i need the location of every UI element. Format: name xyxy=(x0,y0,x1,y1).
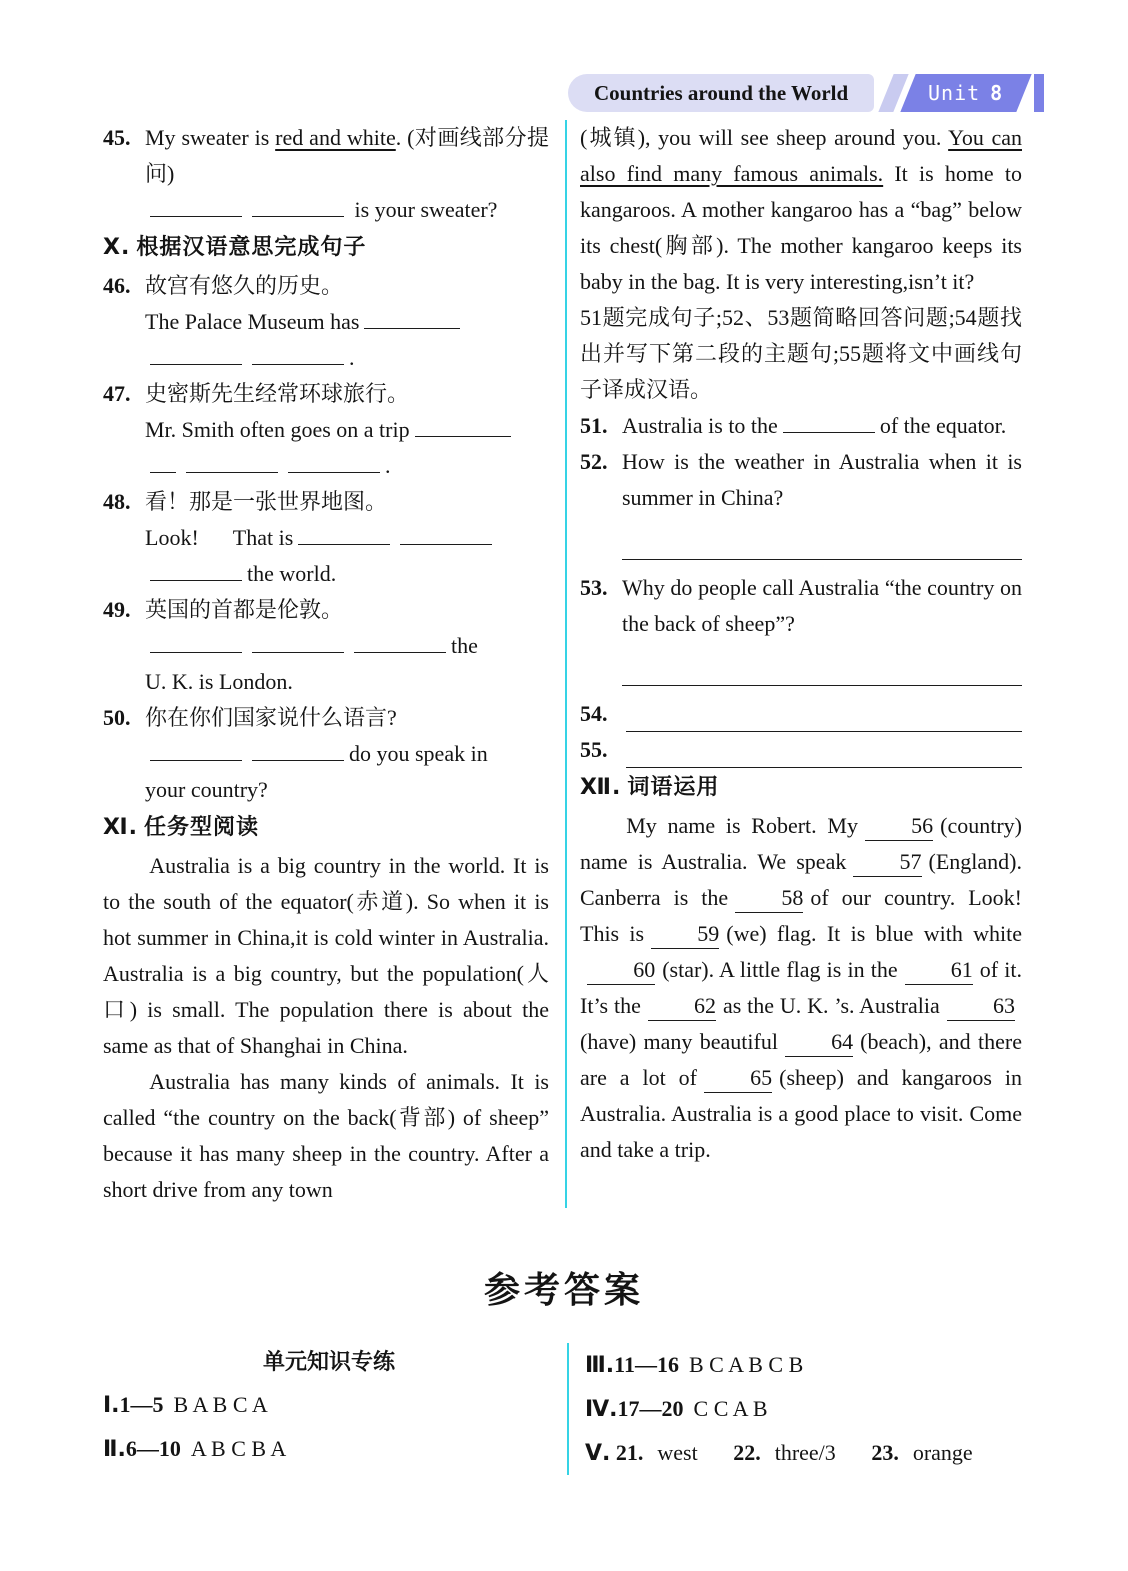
question-number: 52. xyxy=(580,449,608,474)
answer-section-numeral: Ⅳ. xyxy=(585,1397,618,1422)
answer-row xyxy=(145,736,549,772)
column-divider xyxy=(565,120,567,1208)
answer-section-numeral: Ⅰ. xyxy=(103,1393,120,1418)
unit-label: Unit xyxy=(928,81,981,105)
cloze-text: (England). Canberra is the xyxy=(580,849,1022,910)
answer-tail-text: . xyxy=(349,345,355,370)
answer-blank xyxy=(415,415,511,437)
cloze-blank-58: 58 xyxy=(735,884,803,913)
task-instructions: 51题完成句子;52、53题简略回答问题;54题找出并写下第二段的主题句;55题将文中画线句子译成汉语。 xyxy=(580,305,1022,402)
chinese-prompt: 史密斯先生经常环球旅行。 xyxy=(145,381,410,406)
question-number: 48. xyxy=(103,489,131,514)
answer-section-numeral: Ⅴ. xyxy=(585,1441,611,1466)
answer-range: 6—10 xyxy=(125,1436,181,1461)
answer-key-section xyxy=(0,1262,1128,1475)
answer-key-left-column xyxy=(103,1343,555,1475)
question-number: 51. xyxy=(580,413,608,438)
question-number: 47. xyxy=(103,381,131,406)
cloze-text: (have) many beautiful xyxy=(580,1029,778,1054)
answer-row-2 xyxy=(103,1427,555,1471)
cloze-blank-61: 61 xyxy=(905,956,973,985)
question-47 xyxy=(103,376,549,484)
answer-blank xyxy=(354,631,446,653)
question-body xyxy=(622,444,1022,570)
section-title: 根据汉语意思完成句子 xyxy=(136,235,367,260)
answer-row xyxy=(145,192,549,228)
answer-letters: B C A B C B xyxy=(688,1352,804,1377)
answer-item-23 xyxy=(871,1440,972,1465)
section-numeral: Ⅻ. xyxy=(580,775,622,800)
answer-blank xyxy=(150,195,242,217)
question-text: My sweater is xyxy=(145,125,276,150)
answer-blank xyxy=(150,559,242,581)
answer-key-right-column xyxy=(585,1343,1025,1475)
cloze-passage xyxy=(580,808,1022,1168)
answer-line xyxy=(626,738,1022,768)
answer-stem: Look! xyxy=(145,525,199,550)
header-end-bar xyxy=(1034,74,1044,112)
answer-section-numeral: Ⅲ. xyxy=(585,1353,615,1378)
section-title: 任务型阅读 xyxy=(144,815,260,840)
question-52 xyxy=(580,444,1022,570)
answer-blank xyxy=(186,451,278,473)
answer-blank xyxy=(252,343,344,365)
section-numeral: Ⅺ. xyxy=(103,815,138,840)
chapter-title: Countries around the World xyxy=(594,80,849,105)
answer-row xyxy=(145,520,549,556)
answer-row-4 xyxy=(585,1387,1025,1431)
section-title: 词语运用 xyxy=(627,775,720,800)
reading-passage-paragraph-1: Australia is a big country in the world. It is to the south of the equator(赤道). So when it is hot summer in China,it is cold winter in Australia. Australia is a big country, but the population(人口) is small. The population there is about the same as that of Shanghai in China. xyxy=(103,853,549,1058)
question-number: 54. xyxy=(580,701,608,726)
answer-row-3 xyxy=(585,1343,1025,1387)
answer-row xyxy=(145,412,549,448)
question-number: 46. xyxy=(103,273,131,298)
answer-blank xyxy=(252,195,344,217)
answer-section-numeral: Ⅱ. xyxy=(103,1437,126,1462)
answer-letters: C C A B xyxy=(693,1396,768,1421)
answer-row xyxy=(145,340,549,376)
answer-tail-text: is your sweater? xyxy=(354,197,498,222)
question-body xyxy=(145,376,549,484)
cloze-blank-60: 60 xyxy=(587,956,655,985)
answer-blank xyxy=(364,307,460,329)
question-body xyxy=(145,120,549,228)
question-text: . (对画线部分提问) xyxy=(145,125,550,186)
question-50 xyxy=(103,700,549,808)
underlined-phrase: red and white xyxy=(275,125,396,150)
unit-badge-text xyxy=(929,81,1004,105)
question-body xyxy=(145,484,549,592)
cloze-text: as the U. K. ’s. Australia xyxy=(723,993,940,1018)
section-xii-heading xyxy=(580,768,1022,808)
answer-tail-text: the world. xyxy=(247,561,337,586)
reading-passage-paragraph-2: Australia has many kinds of animals. It is called “the country on the back(背部) of sheep” because it has many sheep in the country. After a short drive from any town xyxy=(103,1069,549,1202)
section-x-heading xyxy=(103,228,549,268)
answer-range: 1—5 xyxy=(119,1392,164,1417)
passage-text: It is home to kangaroos. A mother kangaroo has a “bag” below its chest(胸部). The mother kangaroo keeps its baby in the bag. It is very interesting,isn’t it? xyxy=(580,161,1022,294)
question-49 xyxy=(103,592,549,700)
cloze-text: My name is Robert. My xyxy=(626,813,858,838)
answer-letters: A B C B A xyxy=(190,1436,287,1461)
page-header xyxy=(568,74,1044,112)
cloze-blank-64: 64 xyxy=(785,1028,853,1057)
question-51 xyxy=(580,408,1022,444)
answer-row: your country? xyxy=(145,777,268,802)
cloze-text: (country) name is Australia. We speak xyxy=(580,813,1022,874)
question-body xyxy=(145,700,549,808)
cloze-text: (sheep) and kangaroos in Australia. Australia is a good place to visit. Come and take a trip. xyxy=(580,1065,1022,1162)
answer-item-number: 21. xyxy=(615,1440,644,1465)
answer-blank xyxy=(252,631,344,653)
question-text: Why do people call Australia “the country on the back of sheep”? xyxy=(622,575,1022,636)
chinese-prompt: 故宫有悠久的历史。 xyxy=(145,273,344,298)
question-number: 55. xyxy=(580,737,608,762)
question-54 xyxy=(580,696,1022,732)
question-48 xyxy=(103,484,549,592)
answer-tail-text: the xyxy=(451,633,478,658)
answer-item-value: orange xyxy=(912,1440,973,1465)
answer-blank xyxy=(150,631,242,653)
question-number: 45. xyxy=(103,125,131,150)
answer-line xyxy=(622,654,1022,686)
chapter-title-pill xyxy=(568,74,874,112)
answer-line xyxy=(622,528,1022,560)
right-column xyxy=(580,120,1022,1208)
question-53 xyxy=(580,570,1022,696)
question-46 xyxy=(103,268,549,376)
answer-letters: B A B C A xyxy=(173,1392,268,1417)
answer-blank xyxy=(400,523,492,545)
question-body xyxy=(622,408,1022,444)
cloze-text: (we) flag. It is blue with white xyxy=(726,921,1022,946)
answer-stem: Mr. Smith often goes on a trip xyxy=(145,417,410,442)
reading-passage-continuation xyxy=(580,120,1022,300)
cloze-text: (beach), and there are a lot of xyxy=(580,1029,1022,1090)
chinese-prompt: 看！那是一张世界地图。 xyxy=(145,489,388,514)
answer-blank xyxy=(252,739,344,761)
answer-key-title: 参考答案 xyxy=(483,1270,644,1311)
answer-range: 17—20 xyxy=(617,1396,684,1421)
cloze-blank-62: 62 xyxy=(648,992,716,1021)
answer-row xyxy=(145,628,549,664)
answer-column-divider xyxy=(567,1343,569,1475)
cloze-blank-59: 59 xyxy=(651,920,719,949)
answer-key-subheading: 单元知识专练 xyxy=(262,1350,395,1375)
question-body xyxy=(145,592,549,700)
cloze-blank-63: 63 xyxy=(947,992,1015,1021)
answer-row xyxy=(145,304,549,340)
question-number: 49. xyxy=(103,597,131,622)
cloze-blank-65: 65 xyxy=(704,1064,772,1093)
unit-badge xyxy=(901,74,1032,112)
answer-tail-text: do you speak in xyxy=(349,741,488,766)
answer-item-21 xyxy=(616,1440,698,1465)
question-number: 50. xyxy=(103,705,131,730)
answer-stem: That is xyxy=(232,525,294,550)
question-45 xyxy=(103,120,549,228)
left-column xyxy=(103,120,549,1208)
question-number: 53. xyxy=(580,575,608,600)
question-body xyxy=(622,570,1022,696)
cloze-text: of our country. Look! This is xyxy=(580,885,1022,946)
question-55 xyxy=(580,732,1022,768)
answer-row xyxy=(145,556,549,592)
answer-row-5 xyxy=(585,1431,1025,1475)
answer-item-value: west xyxy=(657,1440,698,1465)
question-text: How is the weather in Australia when it is summer in China? xyxy=(622,449,1022,510)
cloze-blank-57: 57 xyxy=(853,848,921,877)
question-text: of the equator. xyxy=(879,413,1007,438)
question-body xyxy=(145,268,549,376)
answer-row xyxy=(145,448,549,484)
section-numeral: Ⅹ. xyxy=(103,235,131,260)
exercise-columns xyxy=(103,120,1022,1208)
answer-range: 11—16 xyxy=(614,1352,679,1377)
chinese-prompt: 英国的首都是伦敦。 xyxy=(145,597,344,622)
answer-item-22 xyxy=(733,1440,836,1465)
answer-blank xyxy=(783,411,875,433)
answer-item-number: 23. xyxy=(871,1440,899,1465)
answer-blank xyxy=(150,739,242,761)
answer-blank xyxy=(150,451,176,473)
answer-item-value: three/3 xyxy=(774,1440,836,1465)
unit-number: 8 xyxy=(990,81,1004,105)
answer-stem: The Palace Museum has xyxy=(145,309,360,334)
answer-row-1 xyxy=(103,1383,555,1427)
cloze-blank-56: 56 xyxy=(865,812,933,841)
chinese-prompt: 你在你们国家说什么语言? xyxy=(145,705,397,730)
answer-blank xyxy=(298,523,390,545)
answer-blank xyxy=(150,343,242,365)
cloze-text: of it. It’s the xyxy=(580,957,1022,1018)
underlined-sentence: You can also find many famous animals. xyxy=(580,125,1022,186)
answer-line xyxy=(626,702,1022,732)
answer-row: U. K. is London. xyxy=(145,669,293,694)
answer-key-columns xyxy=(0,1343,1128,1475)
answer-tail-text: . xyxy=(385,453,391,478)
answer-blank xyxy=(288,451,380,473)
cloze-text: (star). A little flag is in the xyxy=(662,957,898,982)
question-text: Australia is to the xyxy=(622,413,778,438)
section-xi-heading xyxy=(103,808,549,848)
passage-text: (城镇), you will see sheep around you. xyxy=(580,125,949,150)
answer-item-number: 22. xyxy=(733,1440,761,1465)
